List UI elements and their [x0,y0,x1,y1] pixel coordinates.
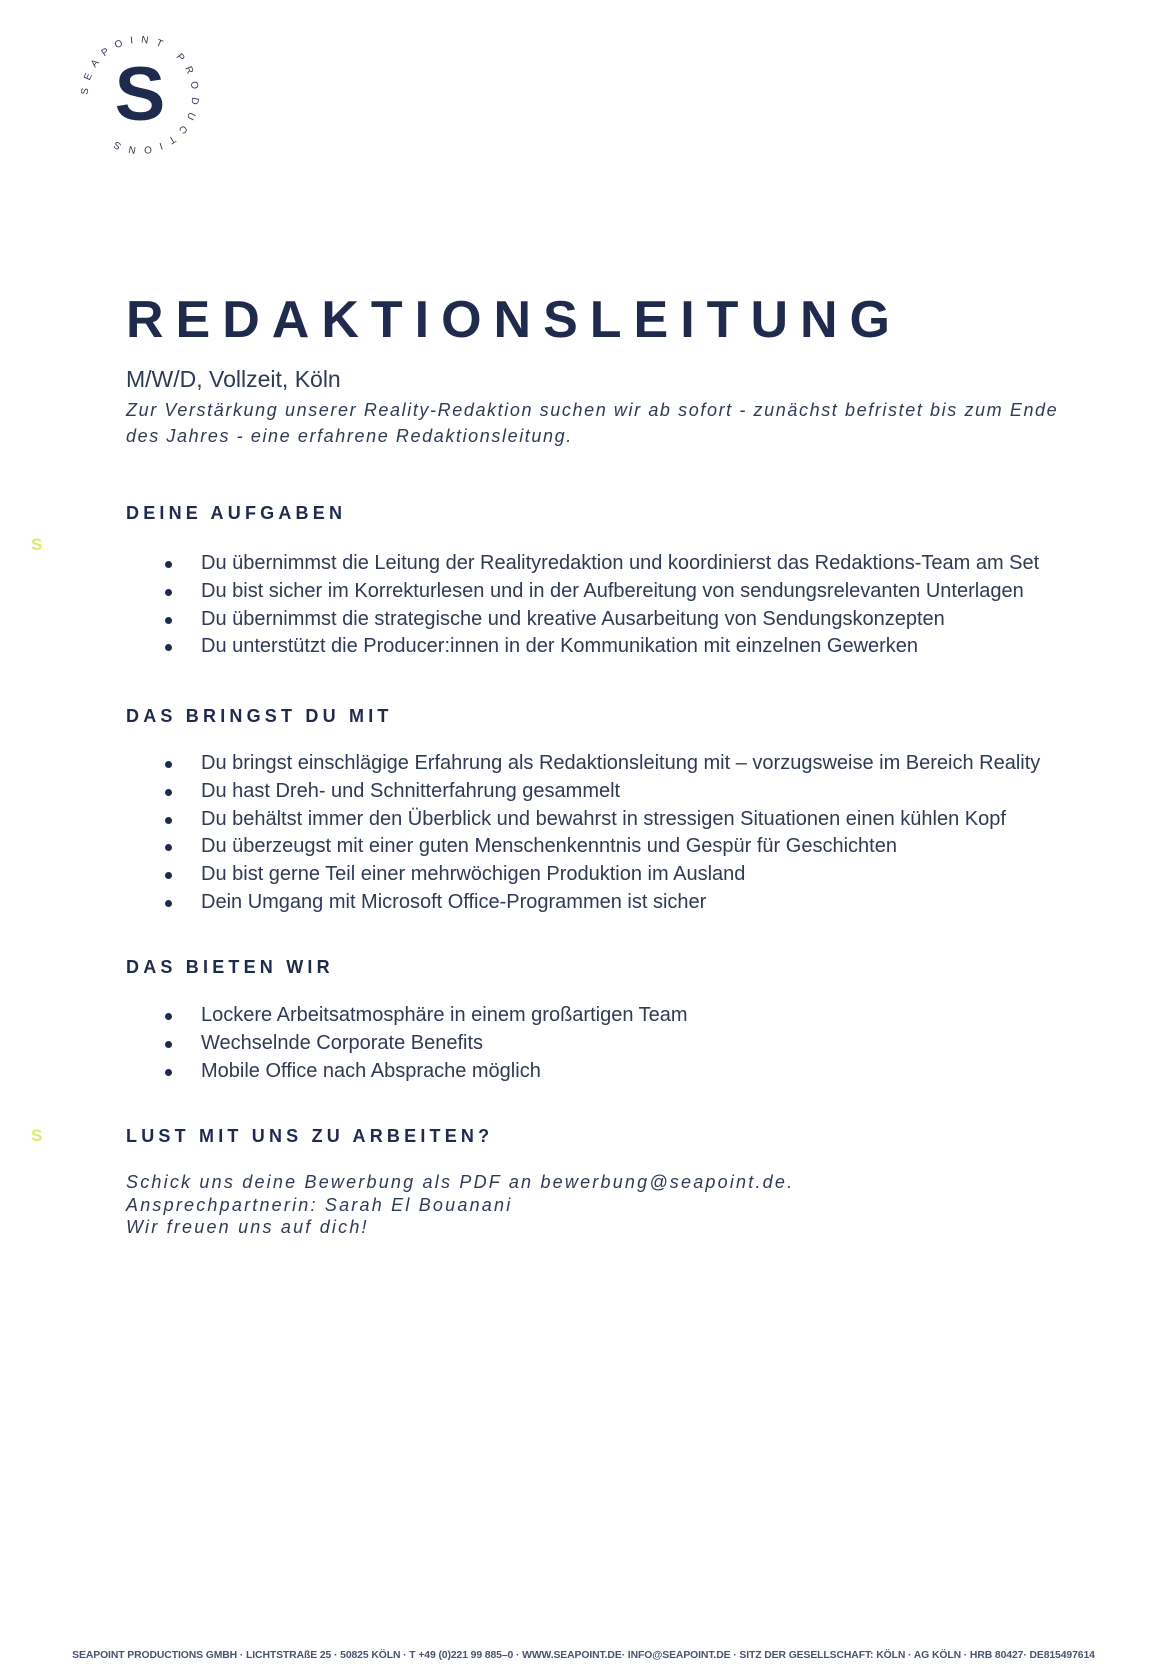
company-logo [75,30,205,160]
list-item: Mobile Office nach Absprache möglich [126,1058,1086,1086]
list-item: Lockere Arbeitsatmosphäre in einem großartigen Team [126,1002,1086,1030]
contact-line: Wir freuen uns auf dich! [126,1217,369,1237]
requirements-list [126,750,1086,917]
list-item: Wechselnde Corporate Benefits [126,1030,1086,1058]
list-item: Du bist gerne Teil einer mehrwöchigen Produktion im Ausland [126,861,1086,889]
section-heading-requirements: DAS BRINGST DU MIT [126,706,393,726]
list-item: Du überzeugst mit einer guten Menschenkenntnis und Gespür für Geschichten [126,833,1086,861]
offer-list [126,1002,1086,1085]
list-item: Du hast Dreh- und Schnitterfahrung gesammelt [126,778,1086,806]
job-intro: Zur Verstärkung unserer Reality-Redaktion suchen wir ab sofort - zunächst befristet bis zum Ende des Jahres - eine erfahrene Redaktionsleitung. [126,400,1059,446]
logo-ring-text: SEAPOINT PRODUCTIONS [79,34,201,156]
seapoint-logo-icon [75,30,205,160]
logo-letter: S [114,52,166,137]
page-title: REDAKTIONSLEITUNG [126,291,902,349]
tasks-list [126,550,1086,661]
section-heading-tasks: DEINE AUFGABEN [126,503,347,523]
section-heading-offer: DAS BIETEN WIR [126,957,334,977]
page-footer: SEAPOINT PRODUCTIONS GMBH · LICHTSTRAßE 25 · 50825 KÖLN · T +49 (0)221 99 885–0 · WWW.SEAPOINT.DE· INFO@SEAPOINT.DE · SITZ DER GESELLSCHAFT: KÖLN · AG KÖLN · HRB 80427· DE815497614 [72,1650,1095,1661]
list-item: Du behältst immer den Überblick und bewahrst in stressigen Situationen einen kühlen Kopf [126,806,1086,834]
contact-line: Ansprechpartnerin: Sarah El Bouanani [126,1194,513,1215]
contact-line: Schick uns deine Bewerbung als PDF an bewerbung@seapoint.de. [126,1172,795,1192]
list-item: Du übernimmst die strategische und kreative Ausarbeitung von Sendungskonzepten [126,606,1086,634]
list-item: Du bist sicher im Korrekturlesen und in der Aufbereitung von sendungsrelevanten Unterlagen [126,578,1086,606]
list-item: Du unterstützt die Producer:innen in der Kommunikation mit einzelnen Gewerken [126,633,1086,661]
list-item: Du bringst einschlägige Erfahrung als Redaktionsleitung mit – vorzugsweise im Bereich Reality [126,750,1086,778]
list-item: Du übernimmst die Leitung der Realityredaktion und koordinierst das Redaktions-Team am Set [126,550,1086,578]
section-heading-apply: LUST MIT UNS ZU ARBEITEN? [126,1126,494,1146]
side-accent-mark: S [31,1126,43,1145]
application-contact [126,1171,794,1239]
list-item: Dein Umgang mit Microsoft Office-Programmen ist sicher [126,889,1086,917]
side-accent-mark: S [31,535,43,554]
job-subtitle: M/W/D, Vollzeit, Köln [126,366,341,392]
